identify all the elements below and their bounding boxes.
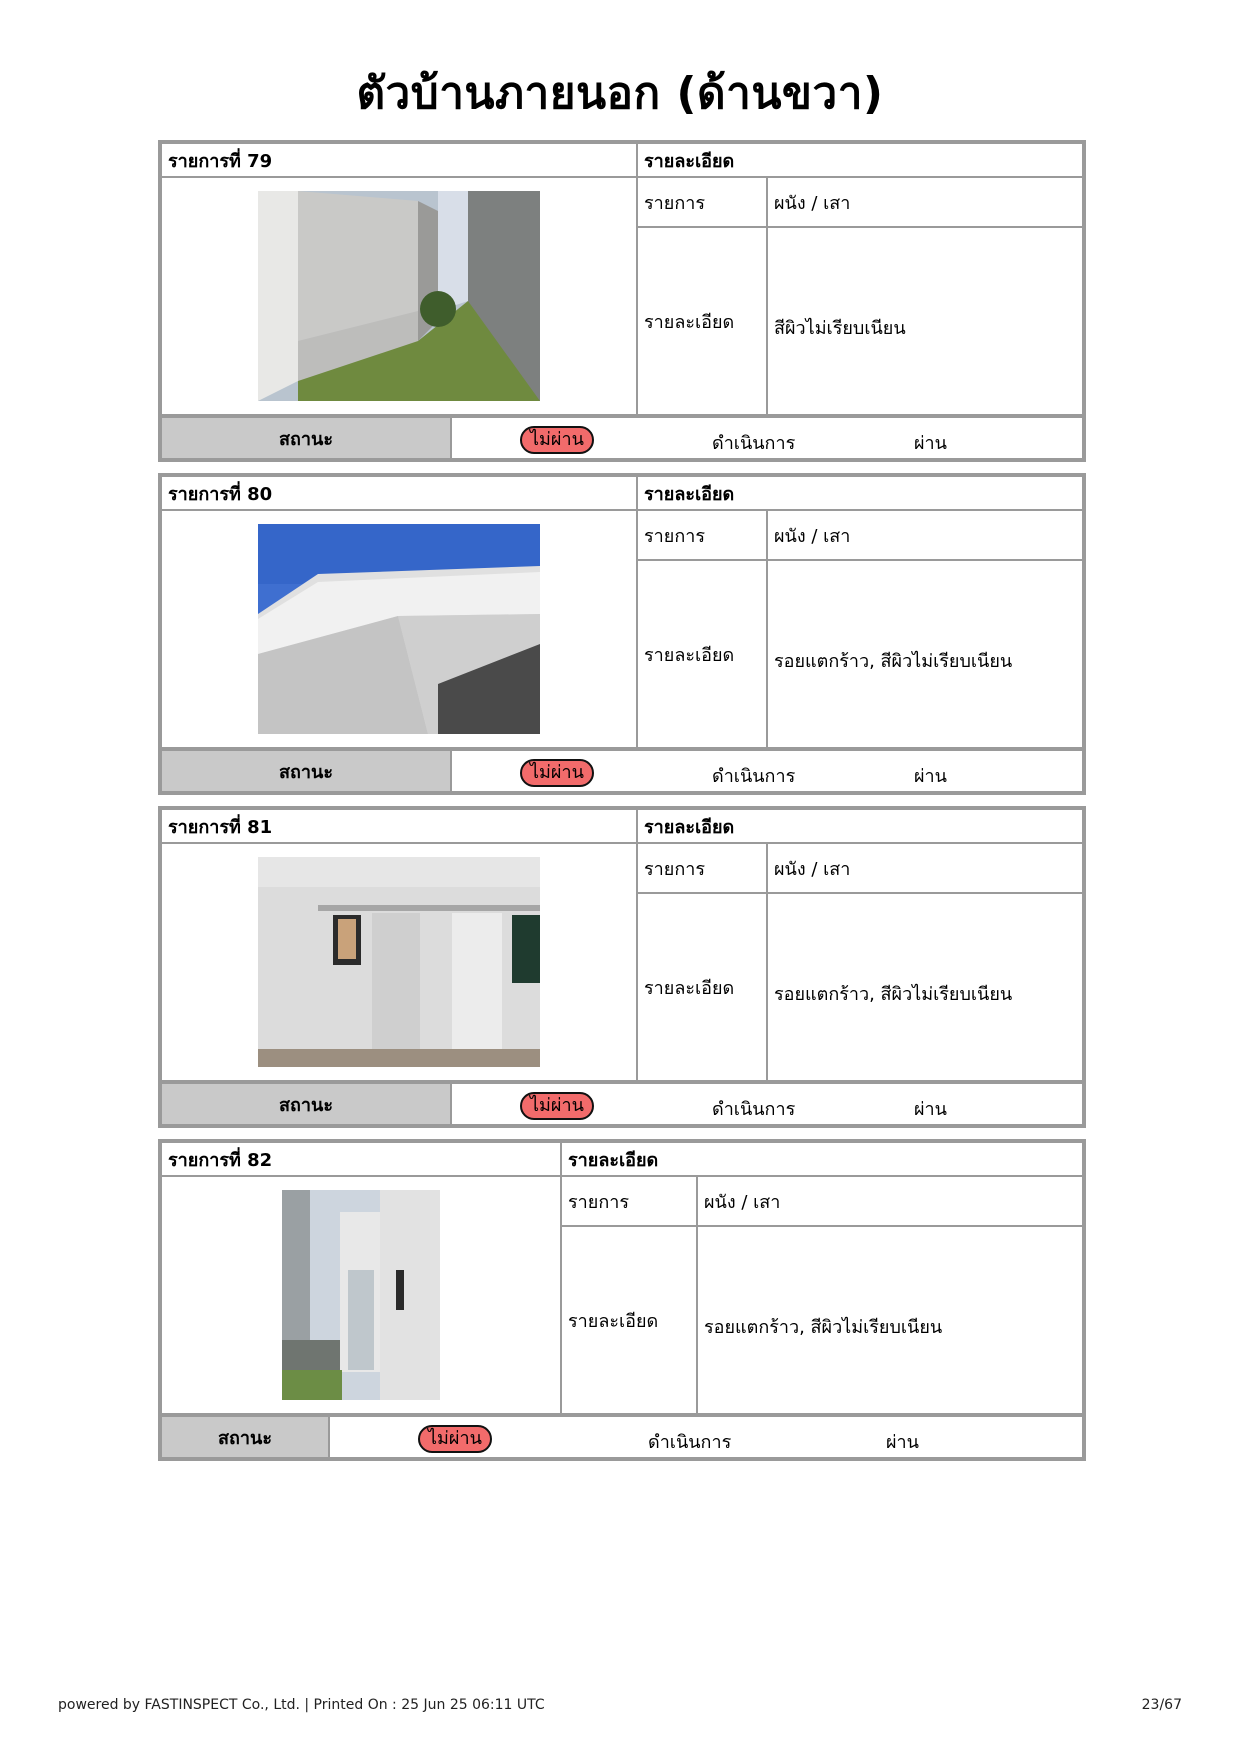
action-label: ดำเนินการ — [712, 766, 796, 787]
item-value: ผนัง / เสา — [767, 177, 1083, 227]
photo-cell — [161, 510, 637, 748]
item-number-label: รายการที่ 80 — [161, 476, 637, 510]
inspection-card-81 — [158, 806, 1086, 1128]
status-label: สถานะ — [161, 1083, 451, 1125]
photo-image — [258, 857, 540, 1067]
detail-row-label: รายละเอียด — [637, 893, 767, 1081]
detail-header: รายละเอียด — [637, 476, 1083, 510]
photo-cell — [161, 843, 637, 1081]
inspection-photo[interactable] — [282, 1190, 440, 1400]
status-values — [451, 750, 1083, 792]
detail-value: รอยแตกร้าว, สีผิวไม่เรียบเนียน — [697, 1226, 1083, 1414]
result-value: ผ่าน — [914, 1099, 947, 1120]
detail-header: รายละเอียด — [637, 143, 1083, 177]
status-fail-badge: ไม่ผ่าน — [520, 1092, 594, 1120]
action-label: ดำเนินการ — [712, 433, 796, 454]
photo-image — [258, 191, 540, 401]
status-label: สถานะ — [161, 1416, 329, 1458]
item-row-label: รายการ — [637, 843, 767, 893]
status-label: สถานะ — [161, 750, 451, 792]
page-title: ตัวบ้านภายนอก (ด้านขวา) — [356, 68, 884, 119]
status-fail-badge: ไม่ผ่าน — [520, 759, 594, 787]
status-values — [451, 1083, 1083, 1125]
footer-page-number: 23/67 — [1141, 1697, 1182, 1713]
inspection-photo[interactable] — [258, 857, 540, 1067]
inspection-photo[interactable] — [258, 524, 540, 734]
inspection-card-79 — [158, 140, 1086, 462]
status-fail-badge: ไม่ผ่าน — [418, 1425, 492, 1453]
item-value: ผนัง / เสา — [767, 510, 1083, 560]
status-fail-badge: ไม่ผ่าน — [520, 426, 594, 454]
detail-row-label: รายละเอียด — [637, 560, 767, 748]
status-label: สถานะ — [161, 417, 451, 459]
item-number-label: รายการที่ 81 — [161, 809, 637, 843]
item-row-label: รายการ — [561, 1176, 697, 1226]
photo-cell — [161, 1176, 561, 1414]
item-number-label: รายการที่ 82 — [161, 1142, 561, 1176]
detail-value: รอยแตกร้าว, สีผิวไม่เรียบเนียน — [767, 560, 1083, 748]
footer-powered-by: powered by FASTINSPECT Co., Ltd. | Printed On : 25 Jun 25 06:11 UTC — [58, 1697, 545, 1713]
action-label: ดำเนินการ — [712, 1099, 796, 1120]
detail-value: สีผิวไม่เรียบเนียน — [767, 227, 1083, 415]
item-value: ผนัง / เสา — [697, 1176, 1083, 1226]
status-values — [451, 417, 1083, 459]
status-values — [329, 1416, 1083, 1458]
photo-image — [258, 524, 540, 734]
inspection-card-82 — [158, 1139, 1086, 1461]
item-value: ผนัง / เสา — [767, 843, 1083, 893]
detail-header: รายละเอียด — [637, 809, 1083, 843]
photo-image — [282, 1190, 440, 1400]
detail-value: รอยแตกร้าว, สีผิวไม่เรียบเนียน — [767, 893, 1083, 1081]
detail-row-label: รายละเอียด — [637, 227, 767, 415]
result-value: ผ่าน — [886, 1432, 919, 1453]
photo-cell — [161, 177, 637, 415]
detail-header: รายละเอียด — [561, 1142, 1083, 1176]
result-value: ผ่าน — [914, 433, 947, 454]
detail-row-label: รายละเอียด — [561, 1226, 697, 1414]
item-row-label: รายการ — [637, 177, 767, 227]
item-row-label: รายการ — [637, 510, 767, 560]
result-value: ผ่าน — [914, 766, 947, 787]
action-label: ดำเนินการ — [648, 1432, 732, 1453]
inspection-photo[interactable] — [258, 191, 540, 401]
item-number-label: รายการที่ 79 — [161, 143, 637, 177]
inspection-card-80 — [158, 473, 1086, 795]
